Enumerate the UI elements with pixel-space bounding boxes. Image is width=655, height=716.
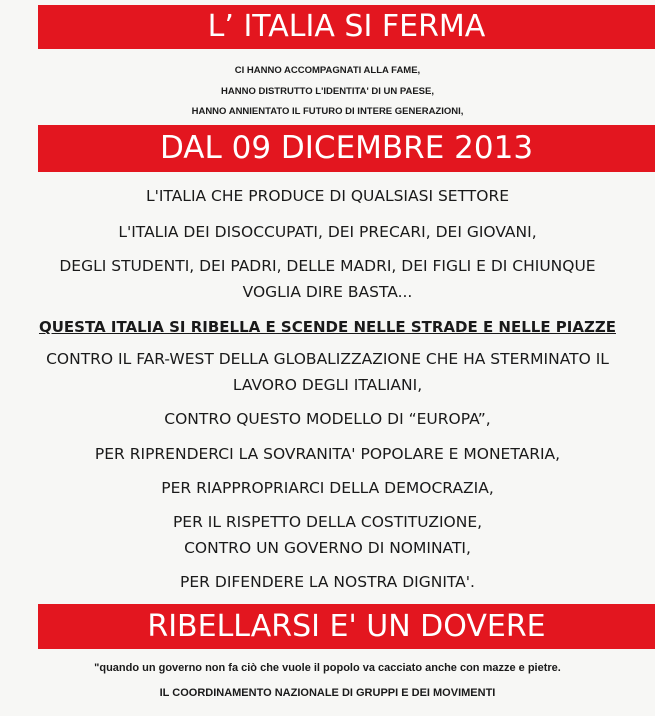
body-line-6: CONTRO IL FAR-WEST DELLA GLOBALIZZAZIONE CHE HA STERMINATO IL: [46, 350, 609, 368]
footer-quote: "quando un governo non fa ciò che vuole il popolo va cacciato anche con mazze e pietre.: [94, 662, 561, 674]
body-line-9: PER RIPRENDERCI LA SOVRANITA' POPOLARE E MONETARIA,: [94, 445, 561, 463]
date-banner: DAL 09 DICEMBRE 2013: [38, 125, 655, 172]
intro-line-1: CI HANNO ACCOMPAGNATI ALLA FAME,: [234, 65, 421, 76]
footer-signature: IL COORDINAMENTO NAZIONALE DI GRUPPI E DEI MOVIMENTI: [159, 687, 496, 699]
body-line-4: VOGLIA DIRE BASTA...: [242, 283, 413, 301]
body-line-10: PER RIAPPROPRIARCI DELLA DEMOCRAZIA,: [161, 479, 494, 497]
intro-line-2: HANNO DISTRUTTO L'IDENTITA' DI UN PAESE,: [221, 86, 434, 97]
body-line-8: CONTRO QUESTO MODELLO DI “EUROPA”,: [164, 410, 491, 428]
body-line-13: PER DIFENDERE LA NOSTRA DIGNITA'.: [180, 573, 475, 591]
body-line-3: DEGLI STUDENTI, DEI PADRI, DELLE MADRI, DEI FIGLI E DI CHIUNQUE: [59, 257, 596, 275]
body-line-12: CONTRO UN GOVERNO DI NOMINATI,: [184, 539, 471, 557]
title-banner: L’ ITALIA SI FERMA: [38, 5, 655, 49]
slogan-banner: RIBELLARSI E' UN DOVERE: [38, 604, 655, 649]
rebellion-statement: QUESTA ITALIA SI RIBELLA E SCENDE NELLE STRADE E NELLE PIAZZE: [38, 318, 616, 336]
body-line-7: LAVORO DEGLI ITALIANI,: [232, 376, 423, 394]
body-line-2: L'ITALIA DEI DISOCCUPATI, DEI PRECARI, DEI GIOVANI,: [118, 223, 537, 241]
body-line-1: L'ITALIA CHE PRODUCE DI QUALSIASI SETTORE: [145, 187, 510, 205]
body-line-11: PER IL RISPETTO DELLA COSTITUZIONE,: [172, 513, 483, 531]
intro-line-3: HANNO ANNIENTATO IL FUTURO DI INTERE GENERAZIONI,: [191, 106, 464, 117]
